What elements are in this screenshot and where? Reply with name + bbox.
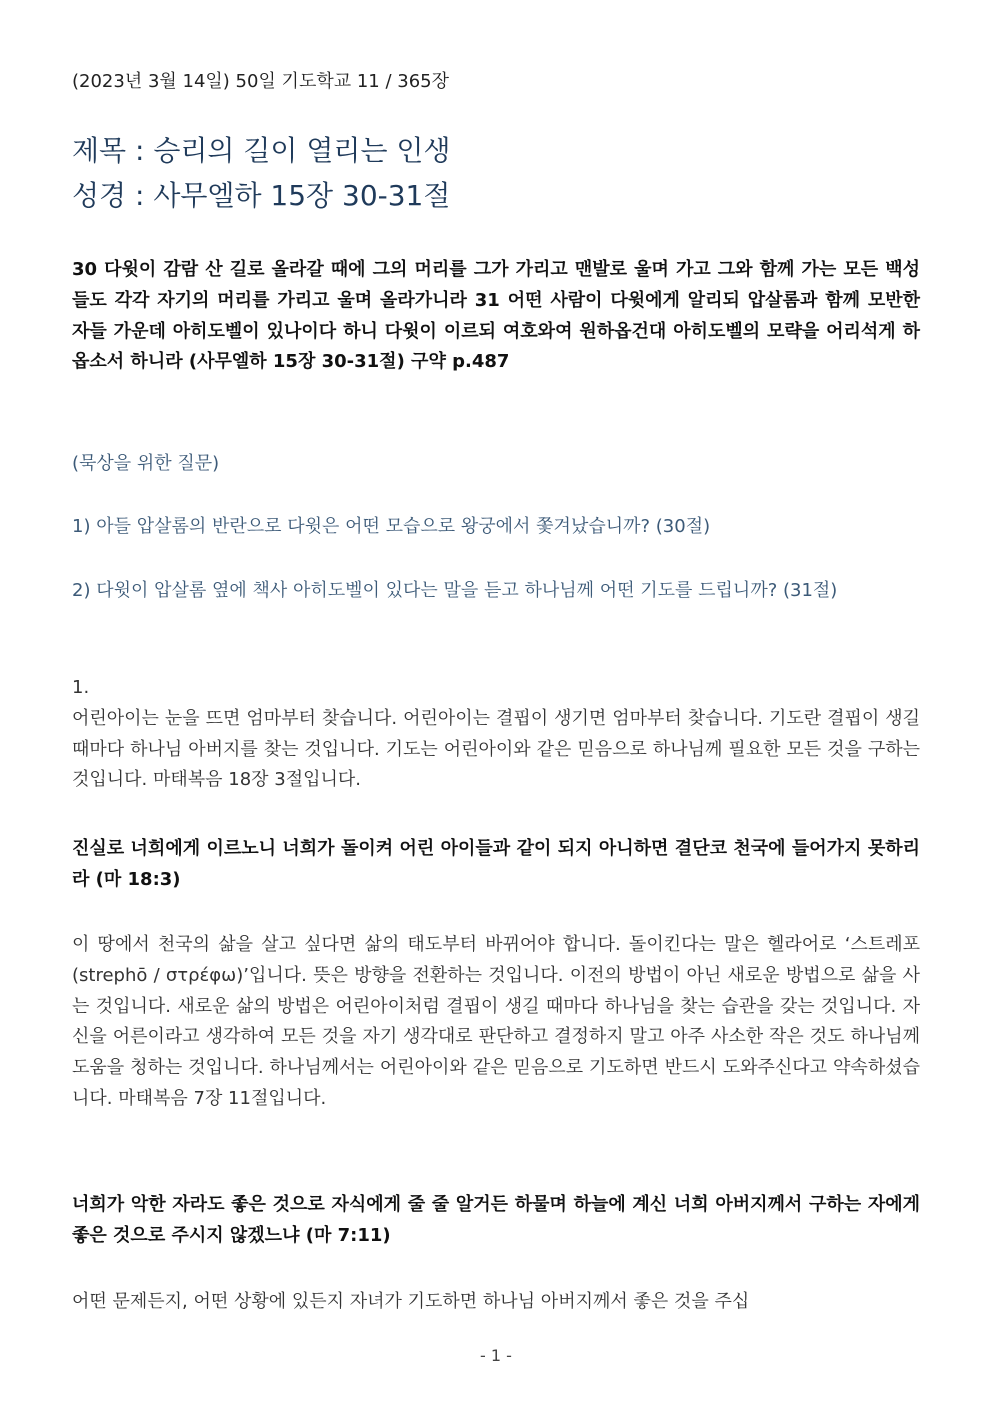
scripture-text: 30 다윗이 감람 산 길로 올라갈 때에 그의 머리를 그가 가리고 맨발로 울며 가고 그와 함께 가는 모든 백성들도 각각 자기의 머리를 가리고 울며 올라가니라 31 어떤 사람이 다윗에게 알리되 압살롬과 함께 모반한 자들 가운데 아히도벨이 있나이다 하니 다윗이 이르되 여호와여 원하옵건대 아히도벨의 모략을 어리석게 하옵소서 하니라 (사무엘하 15장 30-31절) 구약 p.487 (72, 259, 920, 373)
body-paragraph-3: 어떤 문제든지, 어떤 상황에 있든지 자녀가 기도하면 하나님 아버지께서 좋은 것을 주십 (72, 1291, 750, 1312)
body-paragraph-2: 이 땅에서 천국의 삶을 살고 싶다면 삶의 태도부터 바뀌어야 합니다. 돌이킨다는 말은 헬라어로 ‘스트레포(strephō / στρέφω)’입니다. 뜻은 방향을 전환하는 것입니다. 이전의 방법이 아닌 새로운 방법으로 삶을 사는 것입니다. 새로운 삶의 방법은 어린아이처럼 결핍이 생길 때마다 하나님을 찾는 습관을 갖는 것입니다. 자신을 어른이라고 생각하여 모든 것을 자기 생각대로 판단하고 결정하지 말고 아주 사소한 작은 것도 하나님께 도움을 청하는 것입니다. 하나님께서는 어린아이와 같은 믿음으로 기도하면 반드시 도와주신다고 약속하셨습니다. 마태복음 7장 11절입니다. (72, 934, 920, 1109)
meditation-question-1: 1) 아들 압살롬의 반란으로 다윗은 어떤 모습으로 왕궁에서 쫓겨났습니까? (30절) (72, 516, 711, 537)
section-number: 1. (72, 677, 90, 698)
meditation-question-2: 2) 다윗이 압살롬 옆에 책사 아히도벨이 있다는 말을 듣고 하나님께 어떤 기도를 드립니까? (31절) (72, 580, 838, 601)
sermon-title: 제목 : 승리의 길이 열리는 인생 (72, 134, 451, 167)
scripture-reference: 성경 : 사무엘하 15장 30-31절 (72, 179, 451, 212)
page-number: - 1 - (480, 1346, 512, 1365)
quoted-verse-1: 진실로 너희에게 이르노니 너희가 돌이켜 어린 아이들과 같이 되지 아니하면 결단코 천국에 들어가지 못하리라 (마 18:3) (72, 838, 920, 890)
body-paragraph-1: 어린아이는 눈을 뜨면 엄마부터 찾습니다. 어린아이는 결핍이 생기면 엄마부터 찾습니다. 기도란 결핍이 생길 때마다 하나님 아버지를 찾는 것입니다. 기도는 어린아이와 같은 믿음으로 하나님께 필요한 모든 것을 구하는 것입니다. 마태복음 18장 3절입니다. (72, 707, 920, 791)
date-line: (2023년 3월 14일) 50일 기도학교 11 / 365장 (72, 71, 449, 92)
section-1 (72, 673, 920, 796)
meditation-heading: (묵상을 위한 질문) (72, 453, 220, 474)
quoted-verse-2: 너희가 악한 자라도 좋은 것으로 자식에게 줄 줄 알거든 하물며 하늘에 계신 너희 아버지께서 구하는 자에게 좋은 것으로 주시지 않겠느냐 (마 7:11) (72, 1194, 920, 1246)
